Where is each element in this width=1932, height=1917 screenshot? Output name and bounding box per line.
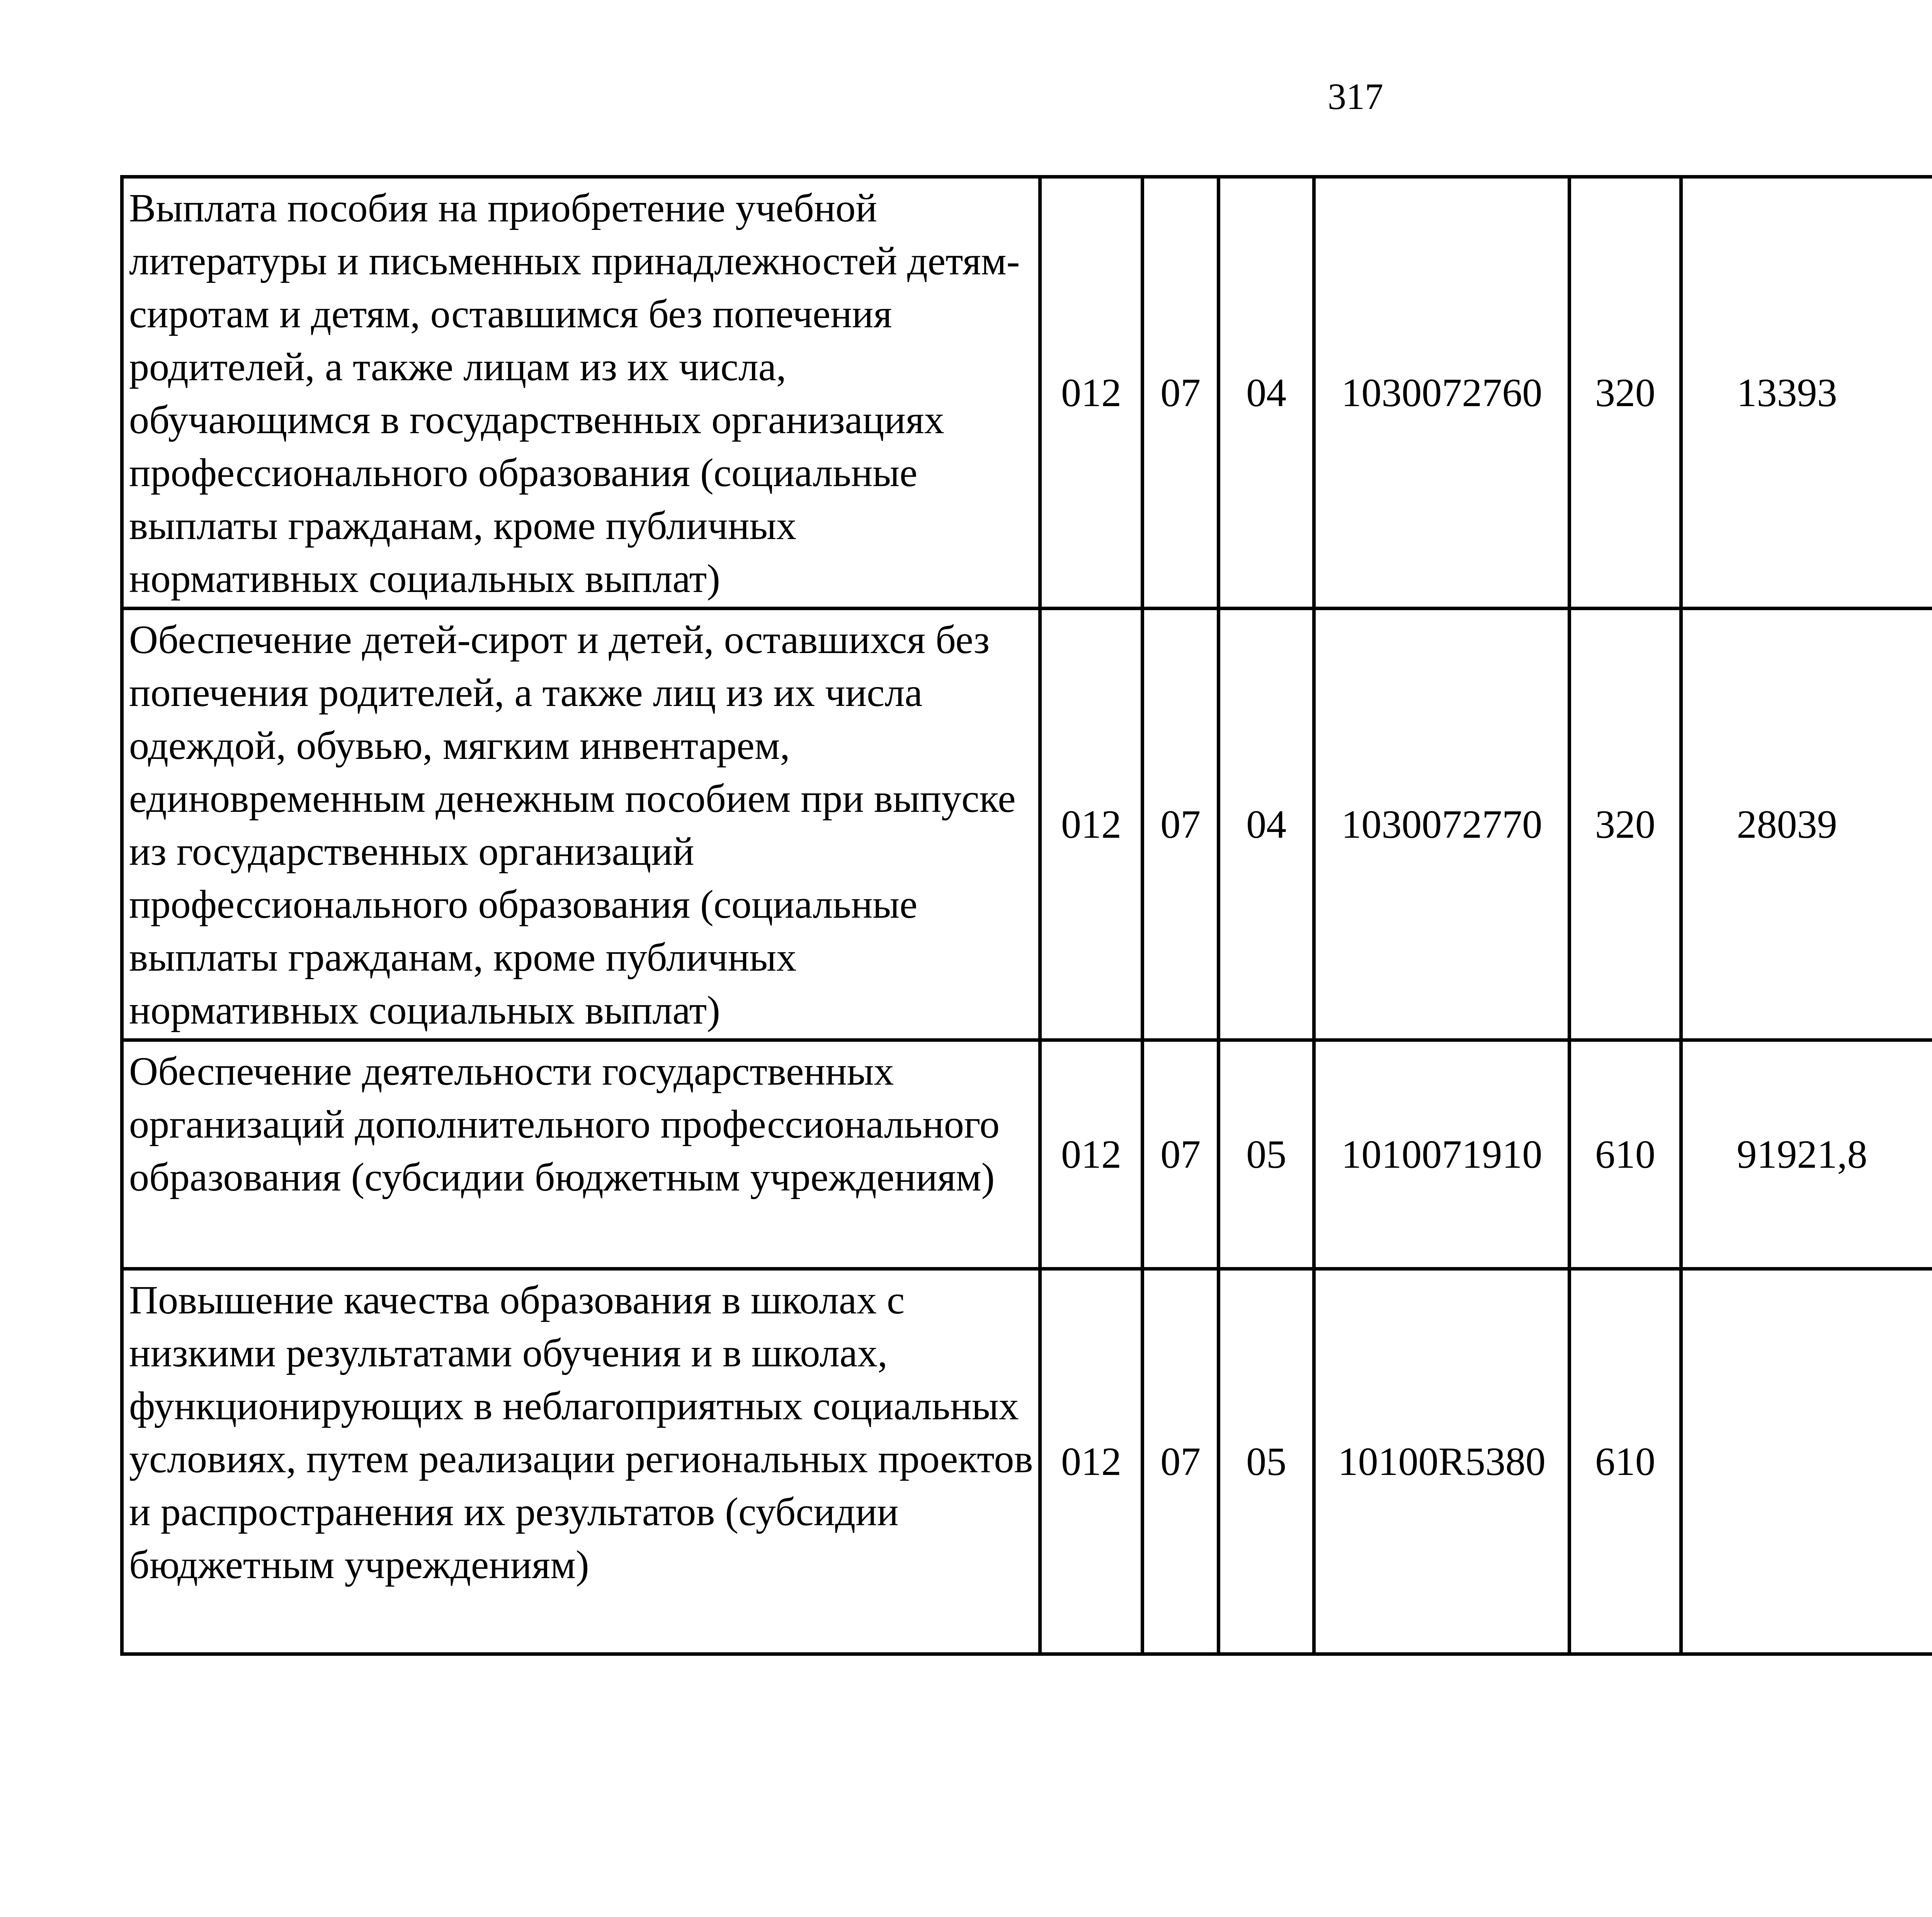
table-row [122,177,1932,609]
expense-type-code: 320 [1570,609,1681,1040]
expense-type-code: 320 [1570,177,1681,609]
table-row [122,1269,1932,1654]
budget-table [120,175,1932,1656]
table-row [122,1040,1932,1269]
table-row [122,609,1932,1040]
amount-cell-1: 13393 [1681,177,1932,609]
target-article-code: 1010071910 [1314,1040,1570,1269]
amount-cell-1: 28039 [1681,609,1932,1040]
ministry-code: 012 [1040,609,1143,1040]
target-article-code: 1030072760 [1314,177,1570,609]
subsection-code: 04 [1219,177,1314,609]
row-description: Обеспечение детей-сирот и детей, оставшихся без попечения родителей, а также лиц из их числа одеждой, обувью, мягким инвентарем, единовременным денежным пособием при выпуске из государственных организаций профессионального образования (социальные выплаты гражданам, кроме публичных нормативных социальных выплат) [122,609,1040,1040]
row-description: Повышение качества образования в школах с низкими результатами обучения и в школах, функционирующих в неблагоприятных социальных условиях, путем реализации региональных проектов и распространения их результатов (субсидии бюджетным учреждениям) [122,1269,1040,1654]
expense-type-code: 610 [1570,1040,1681,1269]
section-code: 07 [1143,177,1219,609]
row-description: Обеспечение деятельности государственных организаций дополнительного профессионального образования (субсидии бюджетным учреждениям) [122,1040,1040,1269]
ministry-code: 012 [1040,1040,1143,1269]
expense-type-code: 610 [1570,1269,1681,1654]
subsection-code: 04 [1219,609,1314,1040]
amount-cell-1: 91921,8 [1681,1040,1932,1269]
section-code: 07 [1143,609,1219,1040]
ministry-code: 012 [1040,1269,1143,1654]
subsection-code: 05 [1219,1040,1314,1269]
row-description: Выплата пособия на приобретение учебной литературы и письменных принадлежностей детям-сиротам и детям, оставшимся без попечения родителей, а также лицам из их числа, обучающимся в государственных организациях профессионального образования (социальные выплаты гражданам, кроме публичных нормативных социальных выплат) [122,177,1040,609]
target-article-code: 1030072770 [1314,609,1570,1040]
page-number: 317 [1328,76,1383,117]
amount-cell-1 [1681,1269,1932,1654]
subsection-code: 05 [1219,1269,1314,1654]
section-code: 07 [1143,1269,1219,1654]
target-article-code: 10100R5380 [1314,1269,1570,1654]
ministry-code: 012 [1040,177,1143,609]
section-code: 07 [1143,1040,1219,1269]
